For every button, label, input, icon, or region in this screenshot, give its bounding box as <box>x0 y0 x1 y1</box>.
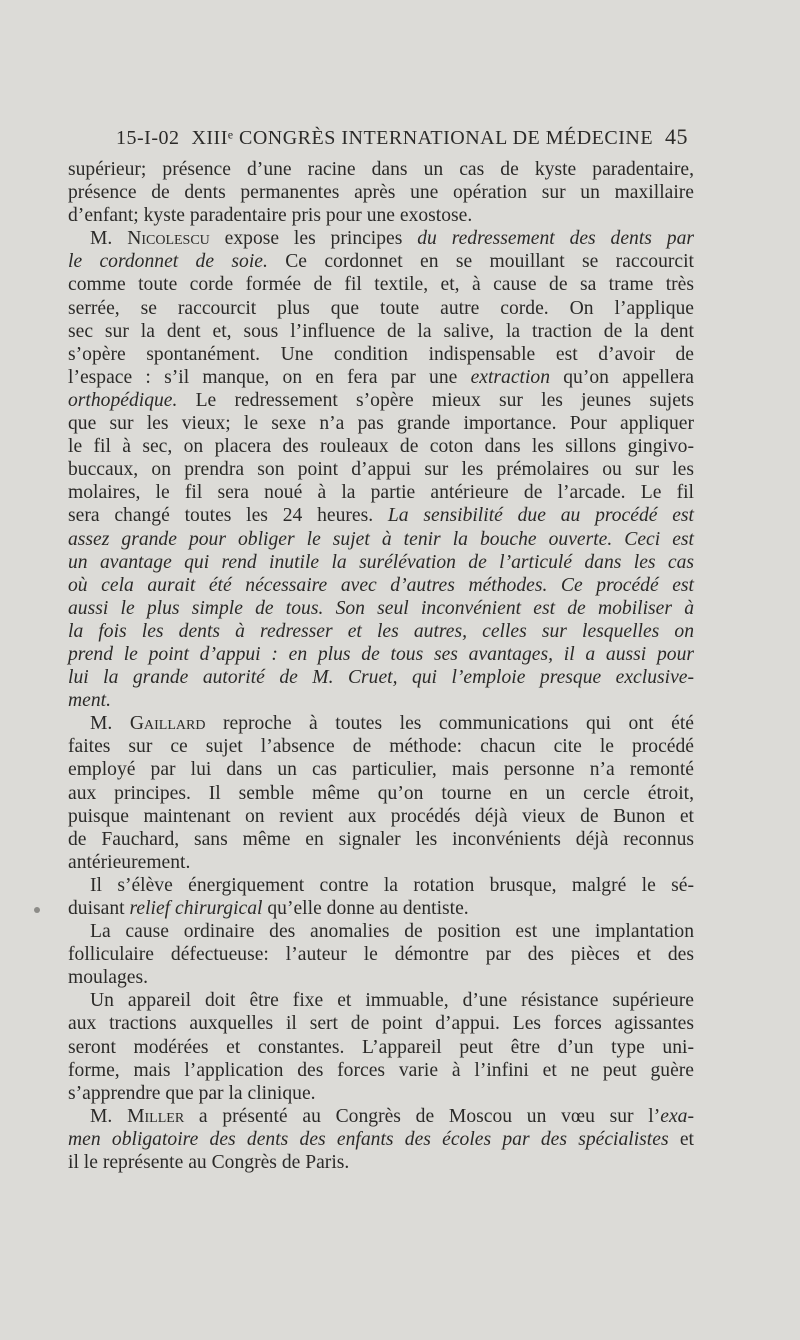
text-line: sera changé toutes les 24 heures. La sensibilité due au procédé est <box>68 505 694 527</box>
text-line: faites sur ce sujet l’absence de méthode: chacun cite le procédé <box>68 736 694 758</box>
text-line: molaires, le fil sera noué à la partie antérieure de l’arcade. Le fil <box>68 482 694 504</box>
text-line: assez grande pour obliger le sujet à tenir la bouche ouverte. Ceci est <box>68 528 694 550</box>
text-line: Il s’élève énergiquement contre la rotation brusque, malgré le sé- <box>90 874 694 896</box>
text-line: duisant relief chirurgical qu’elle donne au dentiste. <box>68 898 469 919</box>
body-text <box>68 158 694 1174</box>
text-line: moulages. <box>68 967 148 989</box>
text-line: sec sur la dent et, sous l’influence de la salive, la traction de la dent <box>68 320 694 342</box>
text-line: buccaux, on prendra son point d’appui sur les prémolaires ou sur les <box>68 459 694 481</box>
text-line: lui la grande autorité de M. Cruet, qui l’emploie presque exclusive- <box>68 667 694 689</box>
text-line: puisque maintenant on revient aux procédés déjà vieux de Bunon et <box>68 805 694 827</box>
text-line: serrée, se raccourcit plus que toute autre corde. On l’applique <box>68 297 694 319</box>
text-line: employé par lui dans un cas particulier, mais personne n’a remonté <box>68 759 694 781</box>
text-line: ment. <box>68 690 111 712</box>
text-line: M. Miller a présenté au Congrès de Moscou un vœu sur l’exa- <box>90 1105 694 1127</box>
text-line: il le représente au Congrès de Paris. <box>68 1152 350 1174</box>
text-line: présence de dents permanentes après une opération sur un maxillaire <box>68 182 694 204</box>
text-line: d’enfant; kyste paradentaire pris pour une exostose. <box>68 205 473 227</box>
text-line: s’opère spontanément. Une condition indispensable est d’avoir de <box>68 343 694 365</box>
page-number: 45 <box>665 124 688 149</box>
text-line: prend le point d’appui : en plus de tous ses avantages, il a aussi pour <box>68 643 694 665</box>
text-line: que sur les vieux; le sexe n’a pas grande importance. Pour appliquer <box>68 413 694 435</box>
text-line: le fil à sec, on placera des rouleaux de coton dans les sillons gingivo- <box>68 436 694 458</box>
header-title: XIIIᵉ CONGRÈS INTERNATIONAL DE MÉDECINE <box>191 127 654 149</box>
text-line: aussi le plus simple de tous. Son seul inconvénient est de mobiliser à <box>68 597 694 619</box>
text-line: folliculaire défectueuse: l’auteur le démontre par des pièces et des <box>68 944 694 966</box>
text-line: comme toute corde formée de fil textile, et, à cause de sa trame très <box>68 274 694 296</box>
running-header <box>116 124 688 150</box>
text-line: où cela aurait été nécessaire avec d’autres méthodes. Ce procédé est <box>68 574 694 596</box>
text-line: men obligatoire des dents des enfants des écoles par des spécialistes et <box>68 1128 694 1150</box>
text-line: l’espace : s’il manque, on en fera par une extraction qu’on appellera <box>68 366 694 388</box>
text-line: Un appareil doit être fixe et immuable, d’une résistance supérieure <box>90 990 694 1012</box>
text-line: la fois les dents à redresser et les autres, celles sur lesquelles on <box>68 620 694 642</box>
text-line: M. Gaillard reproche à toutes les communications qui ont été <box>90 713 694 735</box>
text-line: La cause ordinaire des anomalies de position est une implantation <box>90 921 694 943</box>
text-line: le cordonnet de soie. Ce cordonnet en se mouillant se raccourcit <box>68 251 694 273</box>
text-line: orthopédique. Le redressement s’opère mieux sur les jeunes sujets <box>68 389 694 411</box>
text-line: s’apprendre que par la clinique. <box>68 1082 316 1104</box>
header-date: 15-I-02 <box>116 127 180 149</box>
text-line: un avantage qui rend inutile la surélévation de l’articulé dans les cas <box>68 551 694 573</box>
text-line: antérieurement. <box>68 851 191 873</box>
text-line: aux tractions auxquelles il sert de point d’appui. Les forces agissantes <box>68 1013 694 1035</box>
text-line: forme, mais l’application des forces varie à l’infini et ne peut guère <box>68 1059 694 1081</box>
text-line: supérieur; présence d’une racine dans un cas de kyste paradentaire, <box>68 159 694 180</box>
text-line: M. Nicolescu expose les principes du redressement des dents par <box>90 228 694 250</box>
text-line: de Fauchard, sans même en signaler les inconvénients déjà reconnus <box>68 828 694 850</box>
text-line: aux principes. Il semble même qu’on tourne en un cercle étroit, <box>68 782 694 804</box>
margin-dot <box>34 907 40 913</box>
text-line: seront modérées et constantes. L’appareil peut être d’un type uni- <box>68 1036 694 1058</box>
